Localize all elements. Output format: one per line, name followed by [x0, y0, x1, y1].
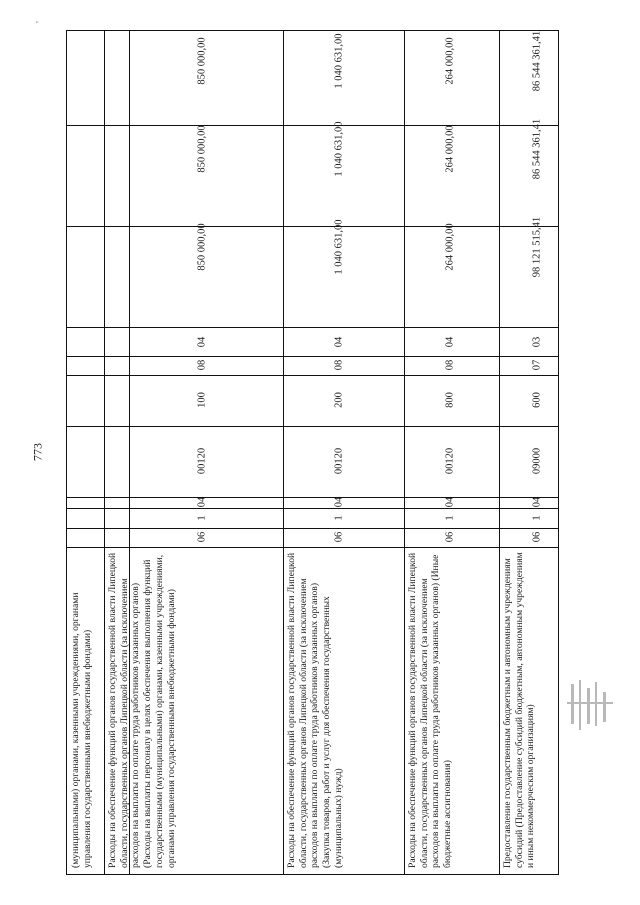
faint-stamp-mark [563, 678, 623, 736]
budget-table: (муниципальными) органами, казенными учреждениями, органами управления государственными внебюджетными фондами) Расходы на обеспечение функций органов государственной власти Липецкой области, государственных органов Липецкой области (за исключением расходов на выплаты по оплате труда работников указанных органов) (Расходы на выплаты персоналу в целях обеспечения выполнения функций государственными (муниципальными) органами, казенными учреждениями, органами управления государственными внебюджетными фондами) 06 1 04 00120 100 08 04 850 000,00 850 000,00 850 000,00 Расходы на обеспечение функций органов государственной власти Липецкой области, государственных органов Липецкой области (за исключением расходов на выплаты по оплате труда работников указанных органов) (Закупка товаров, работ и услуг для обеспечения государственных (муниципальных) нужд) 06 1 04 00120 200 08 04 1 040 631,00 1 040 631,00 1 040 631,00 Расходы на обеспечение функций органов государственной власти Липецкой области, государственных органов Липецкой области (за исключением расходов на выплаты по оплате труда работников указанных органов) (Иные бюджетные ассигнования) 06 1 04 00120 800 08 04 264 000,00 264 000,00 264 000,00 Предоставление государственным бюджетным и автономным учреждениям субсидий (Предоставление субсидий бюджетным, автономным учреждениям и иным некоммерческим организациям) 06 1 04 09000 600 07 03 98 121 515,41 86 544 361,41 86 544 361,41 [66, 30, 559, 875]
stray-mark: , [29, 20, 40, 24]
